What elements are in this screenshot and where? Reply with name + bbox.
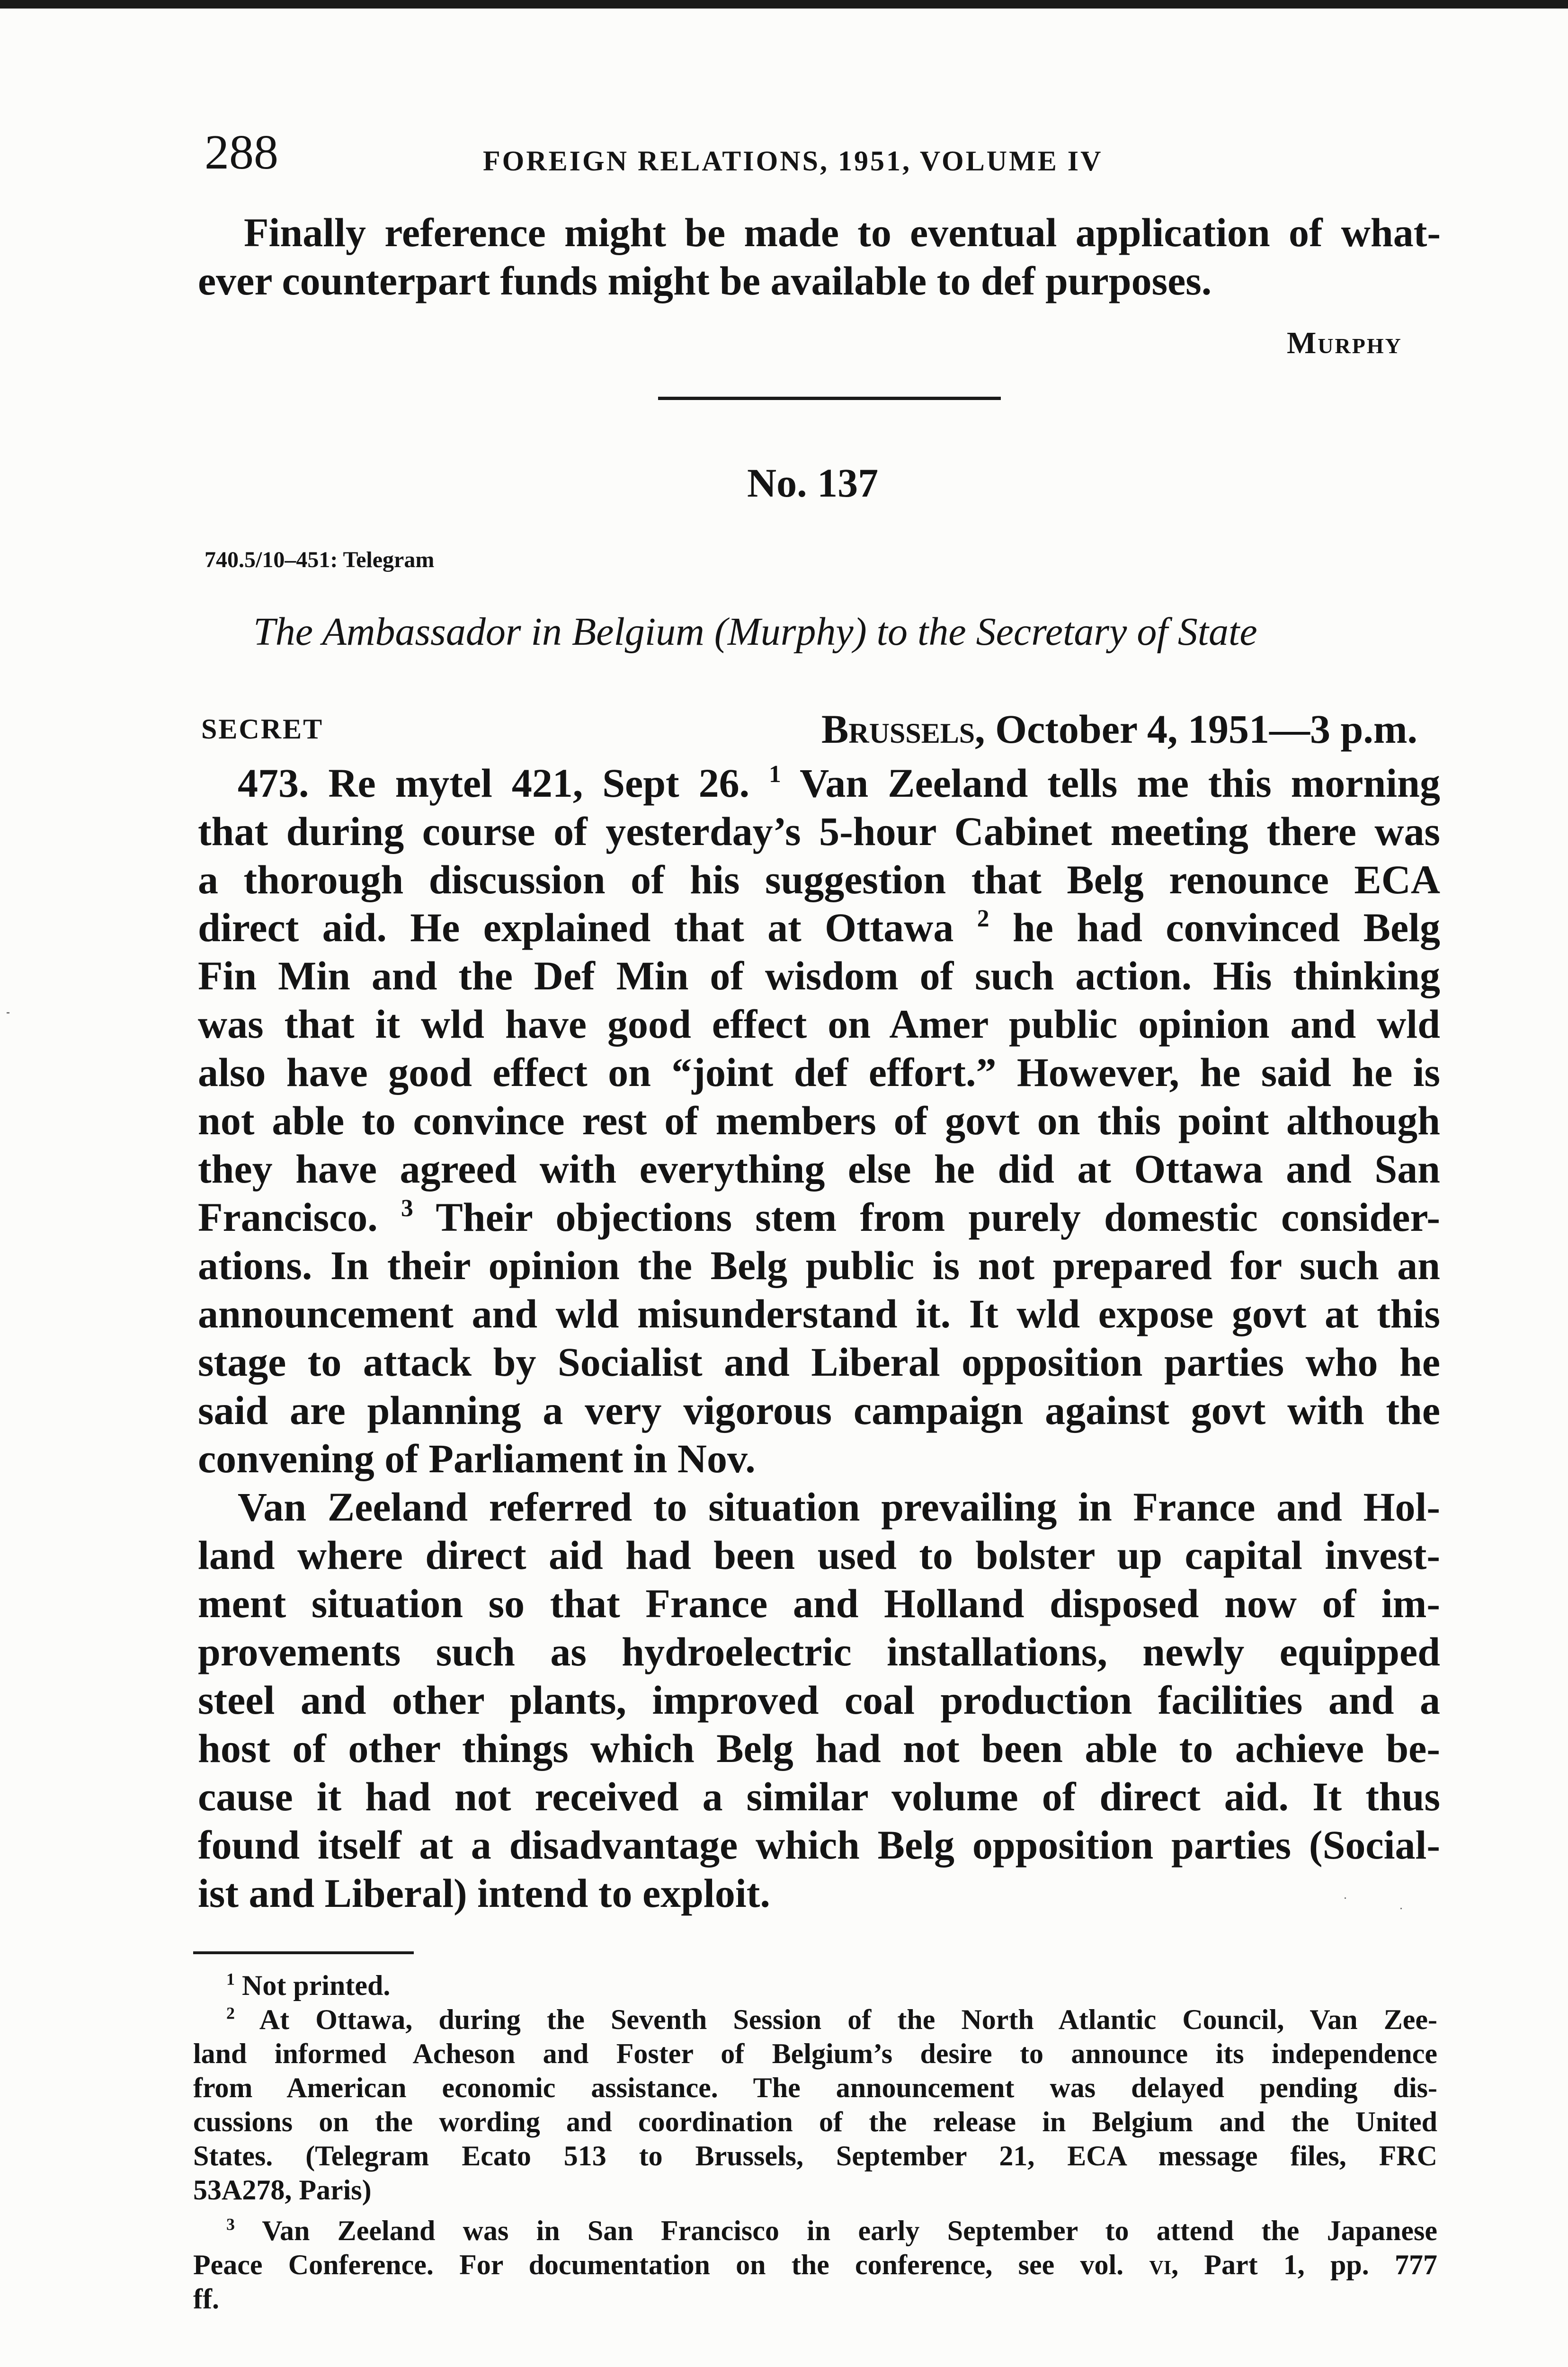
text-line: Fin Min and the Def Min of wisdom of such action. His thinking [198, 953, 1440, 998]
footnote-1: $^1$ Not printed. [226, 1969, 391, 2001]
text-line: said are planning a very vigorous campaign against govt with the [198, 1388, 1440, 1433]
section-divider [658, 397, 1001, 400]
classification: SECRET [201, 713, 324, 745]
text-line: also have good effect on “joint def effort.” However, he said he is [198, 1050, 1440, 1095]
footnote-ref-1[interactable]: 1 [769, 761, 781, 788]
scan-speck [1400, 1908, 1402, 1909]
text-line: direct aid. He explained that at Ottawa $^2$ he had convinced Belg [198, 905, 1441, 950]
text-line: land where direct aid had been used to bolster up capital invest- [198, 1532, 1440, 1578]
text-line: ever counterpart funds might be available to def purposes. [198, 258, 1212, 303]
text-line: Francisco. $^3$ Their objections stem from purely domestic consider- [198, 1194, 1440, 1240]
text-line: ations. In their opinion the Belg public is not prepared for such an [198, 1243, 1440, 1288]
footnote-line: cussions on the wording and coordination of the release in Belgium and the United [193, 2106, 1437, 2137]
document-number: No. 137 [747, 460, 879, 506]
text-line: host of other things which Belg had not been able to achieve be- [198, 1726, 1440, 1771]
scan-speck [7, 1012, 9, 1014]
footnote-line: States. (Telegram Ecato 513 to Brussels, September 21, ECA message files, FRC [193, 2140, 1437, 2171]
text-line: steel and other plants, improved coal production facilities and a [198, 1677, 1440, 1723]
scan-top-edge [0, 0, 1568, 9]
text-line: cause it had not received a similar volume of direct aid. It thus [198, 1774, 1440, 1819]
text-line: stage to attack by Socialist and Liberal opposition parties who he [198, 1339, 1440, 1385]
text-line: found itself at a disadvantage which Belg opposition parties (Social- [198, 1822, 1440, 1868]
footnote-line: Peace Conference. For documentation on the conference, see vol. vi, Part 1, pp. 777 [193, 2249, 1437, 2280]
footnote-line: land informed Acheson and Foster of Belgium’s desire to announce its independence [193, 2038, 1437, 2069]
text-line: provements such as hydroelectric installations, newly equipped [198, 1629, 1440, 1674]
file-reference: 740.5/10–451: Telegram [205, 547, 435, 572]
text-line: announcement and wld misunderstand it. It wld expose govt at this [198, 1291, 1440, 1336]
footnote-ref-3[interactable]: 3 [401, 1195, 413, 1222]
text-line: that during course of yesterday’s 5-hour Cabinet meeting there was [198, 809, 1440, 854]
place: Brussels, [821, 706, 985, 752]
signature: Murphy [1287, 326, 1402, 360]
footnote-line: 53A278, Paris) [193, 2174, 372, 2206]
text-line: Finally reference might be made to eventual application of what- [244, 210, 1441, 255]
text-line: they have agreed with everything else he did at Ottawa and San [198, 1146, 1440, 1192]
date: October 4, 1951—3 p.m. [995, 706, 1417, 752]
footnote-2: $^2$ At Ottawa, during the Seventh Session of the North Atlantic Council, Van Zee- [226, 2003, 1437, 2035]
footnote-line: from American economic assistance. The announcement was delayed pending dis- [193, 2072, 1437, 2103]
text-line: 473. Re mytel 421, Sept 26. $^1$ Van Zeeland tells me this morning [238, 760, 1441, 806]
document-heading: The Ambassador in Belgium (Murphy) to the Secretary of State [253, 610, 1257, 654]
footnote-3: $^3$ Van Zeeland was in San Francisco in early September to attend the Japanese [226, 2215, 1437, 2246]
place-date [821, 705, 1417, 753]
footnote-ref-2[interactable]: 2 [977, 905, 989, 933]
text-line: a thorough discussion of his suggestion that Belg renounce ECA [198, 857, 1440, 902]
footnote-divider [193, 1951, 414, 1954]
scan-speck [1345, 1897, 1346, 1899]
text-line: ment situation so that France and Holland disposed now of im- [198, 1581, 1440, 1626]
text-line: not able to convince rest of members of govt on this point although [198, 1098, 1440, 1143]
footnote-line: ff. [193, 2283, 219, 2314]
text-line: ist and Liberal) intend to exploit. [198, 1870, 770, 1916]
text-line: was that it wld have good effect on Amer public opinion and wld [198, 1001, 1440, 1047]
text-line: convening of Parliament in Nov. [198, 1436, 756, 1481]
running-head: FOREIGN RELATIONS, 1951, VOLUME IV [483, 145, 1103, 177]
text-line: Van Zeeland referred to situation prevailing in France and Hol- [238, 1484, 1440, 1530]
page-number: 288 [205, 125, 278, 179]
